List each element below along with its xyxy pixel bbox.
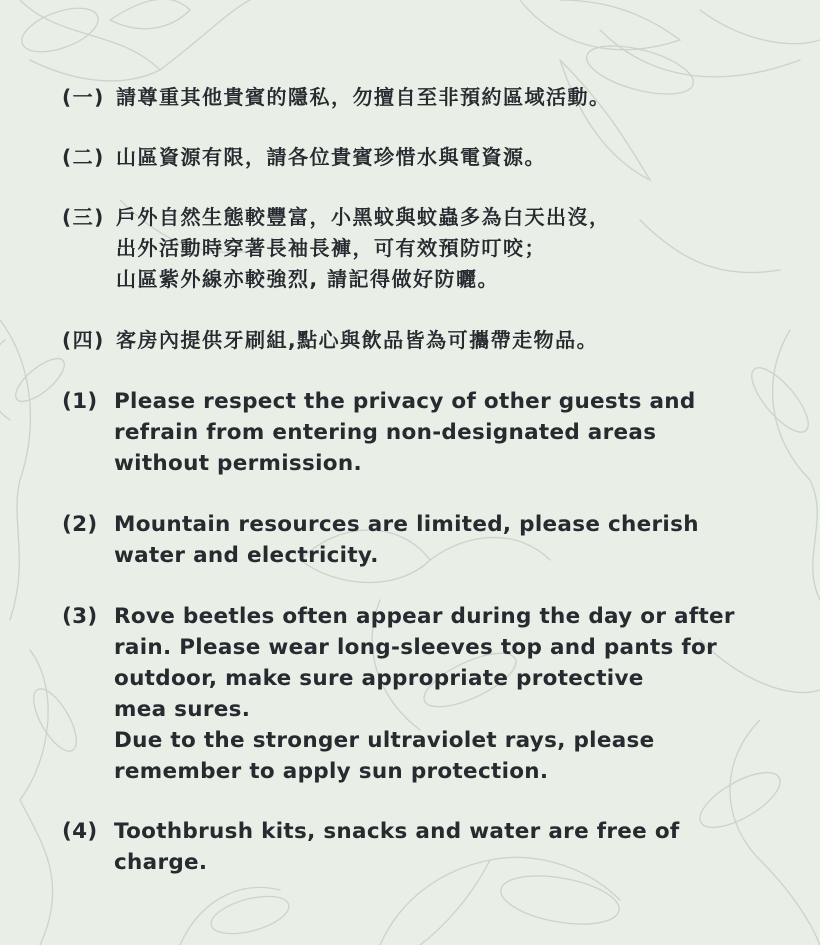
en-item-4 bbox=[62, 816, 680, 878]
zh-item-3 bbox=[62, 202, 611, 295]
zh-item-text: 山區紫外線亦較強烈, 請記得做好防曬。 bbox=[116, 267, 500, 291]
zh-item-number: (四) bbox=[62, 328, 105, 352]
zh-item-4 bbox=[62, 325, 598, 356]
zh-item-number: (一) bbox=[62, 85, 105, 109]
en-item-text: without permission. bbox=[114, 451, 362, 476]
en-item-text: Toothbrush kits, snacks and water are free of bbox=[114, 819, 680, 844]
zh-item-text: 出外活動時穿著長袖長褲，可有效預防叮咬； bbox=[116, 236, 546, 260]
en-item-text: Rove beetles often appear during the day or after bbox=[114, 604, 735, 629]
en-item-number: (2) bbox=[62, 512, 98, 537]
en-item-text: Mountain resources are limited, please cherish bbox=[114, 512, 699, 537]
en-item-number: (1) bbox=[62, 389, 98, 414]
en-item-2 bbox=[62, 509, 699, 571]
zh-item-1 bbox=[62, 82, 611, 113]
en-item-1 bbox=[62, 386, 696, 479]
en-item-text: Please respect the privacy of other guests and bbox=[114, 389, 696, 414]
zh-item-text: 請尊重其他貴賓的隱私，勿擅自至非預約區域活動。 bbox=[116, 85, 611, 109]
en-item-text: mea sures. bbox=[114, 697, 251, 722]
en-item-text: Due to the stronger ultraviolet rays, please bbox=[114, 728, 655, 753]
en-item-text: refrain from entering non-designated areas bbox=[114, 420, 657, 445]
zh-item-2 bbox=[62, 142, 546, 173]
en-item-text: remember to apply sun protection. bbox=[114, 759, 549, 784]
en-item-text: water and electricity. bbox=[114, 543, 379, 568]
zh-item-number: (三) bbox=[62, 205, 105, 229]
zh-item-text: 戶外自然生態較豐富，小黑蚊與蚊蟲多為白天出沒， bbox=[116, 205, 611, 229]
en-item-text: rain. Please wear long-sleeves top and pants for bbox=[114, 635, 718, 660]
en-item-3 bbox=[62, 601, 735, 787]
zh-item-text: 山區資源有限，請各位貴賓珍惜水與電資源。 bbox=[116, 145, 546, 169]
en-item-text: charge. bbox=[114, 850, 208, 875]
en-item-number: (4) bbox=[62, 819, 98, 844]
en-item-number: (3) bbox=[62, 604, 98, 629]
en-item-text: outdoor, make sure appropriate protective bbox=[114, 666, 644, 691]
zh-item-number: (二) bbox=[62, 145, 105, 169]
zh-item-text: 客房內提供牙刷組,點心與飲品皆為可攜帶走物品。 bbox=[116, 328, 599, 352]
